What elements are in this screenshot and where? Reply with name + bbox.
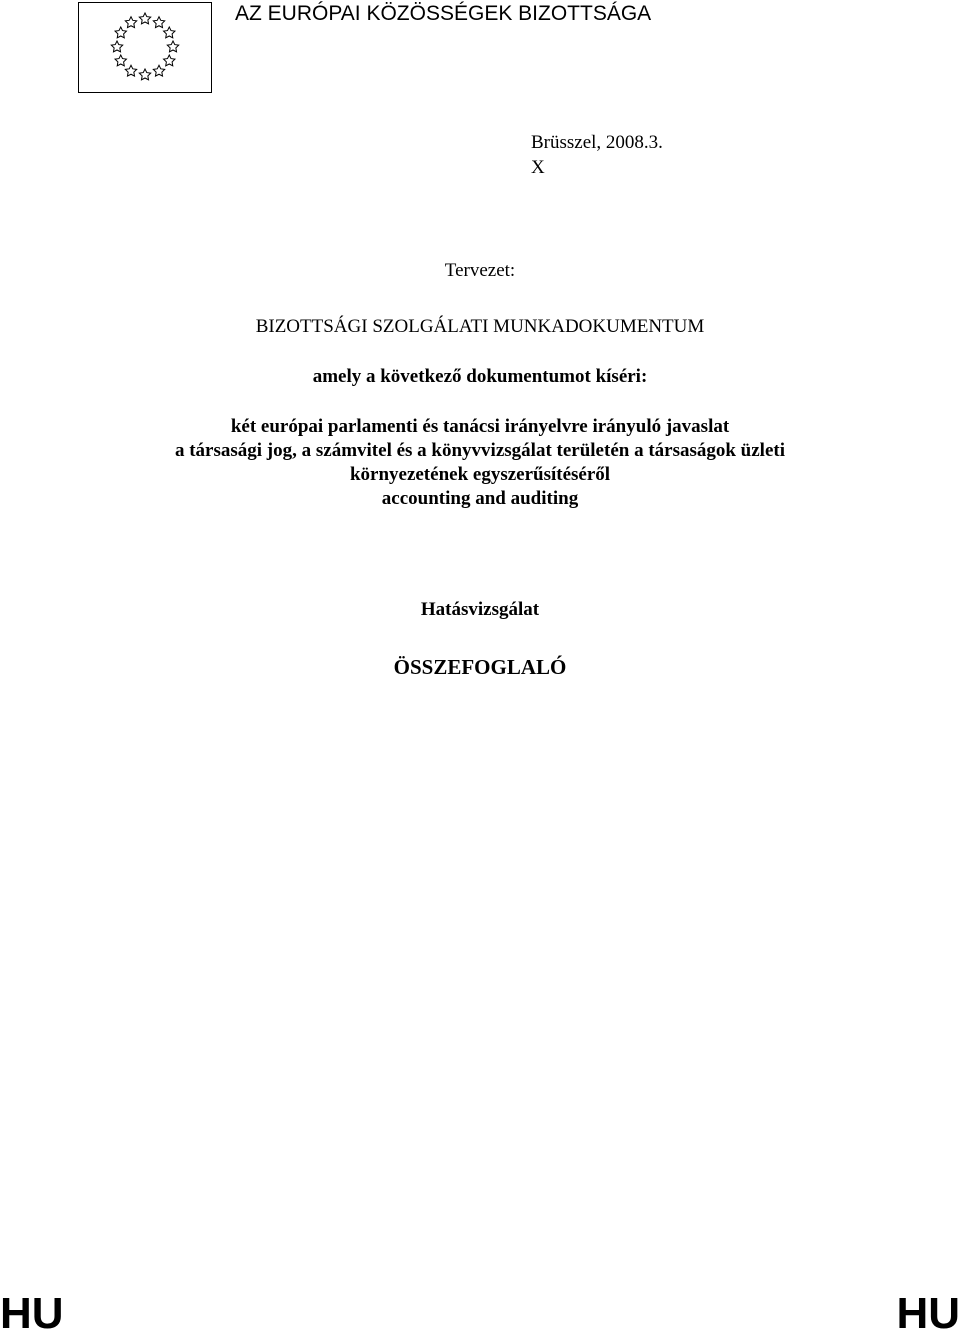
star-icon: [125, 65, 136, 76]
star-icon: [153, 17, 164, 28]
proposal-line: a társasági jog, a számvitel és a könyvvizsgálat területén a társaságok üzleti: [174, 440, 786, 461]
date-placeholder: X: [531, 157, 545, 178]
star-icon: [115, 27, 126, 38]
star-icon: [167, 41, 178, 52]
draft-label: Tervezet:: [444, 260, 516, 281]
impact-assessment-title: Hatásvizsgálat: [420, 599, 540, 620]
language-code-right: HU: [896, 1289, 960, 1338]
proposal-line: accounting and auditing: [381, 488, 579, 509]
document-type: BIZOTTSÁGI SZOLGÁLATI MUNKADOKUMENTUM: [255, 316, 705, 337]
proposal-line: környezetének egyszerűsítéséről: [349, 464, 611, 485]
star-icon: [164, 27, 175, 38]
proposal-line: két európai parlamenti és tanácsi irányelvre irányuló javaslat: [230, 416, 730, 437]
proposal-title: [0, 415, 960, 511]
star-icon: [164, 55, 175, 66]
accompanying-text: amely a következő dokumentumot kíséri:: [312, 366, 648, 387]
organization-name: AZ EURÓPAI KÖZÖSSÉGEK BIZOTTSÁGA: [235, 2, 652, 25]
star-icon: [115, 55, 126, 66]
star-icon: [139, 13, 150, 24]
star-icon: [111, 41, 122, 52]
star-icon: [153, 65, 164, 76]
language-code-left: HU: [0, 1289, 64, 1338]
eu-flag-stars: [79, 3, 210, 91]
star-icon: [139, 69, 150, 80]
star-icon: [125, 17, 136, 28]
eu-flag-icon: [78, 2, 212, 93]
place-date: Brüsszel, 2008.3.: [531, 132, 663, 153]
summary-title: ÖSSZEFOGLALÓ: [393, 655, 567, 679]
